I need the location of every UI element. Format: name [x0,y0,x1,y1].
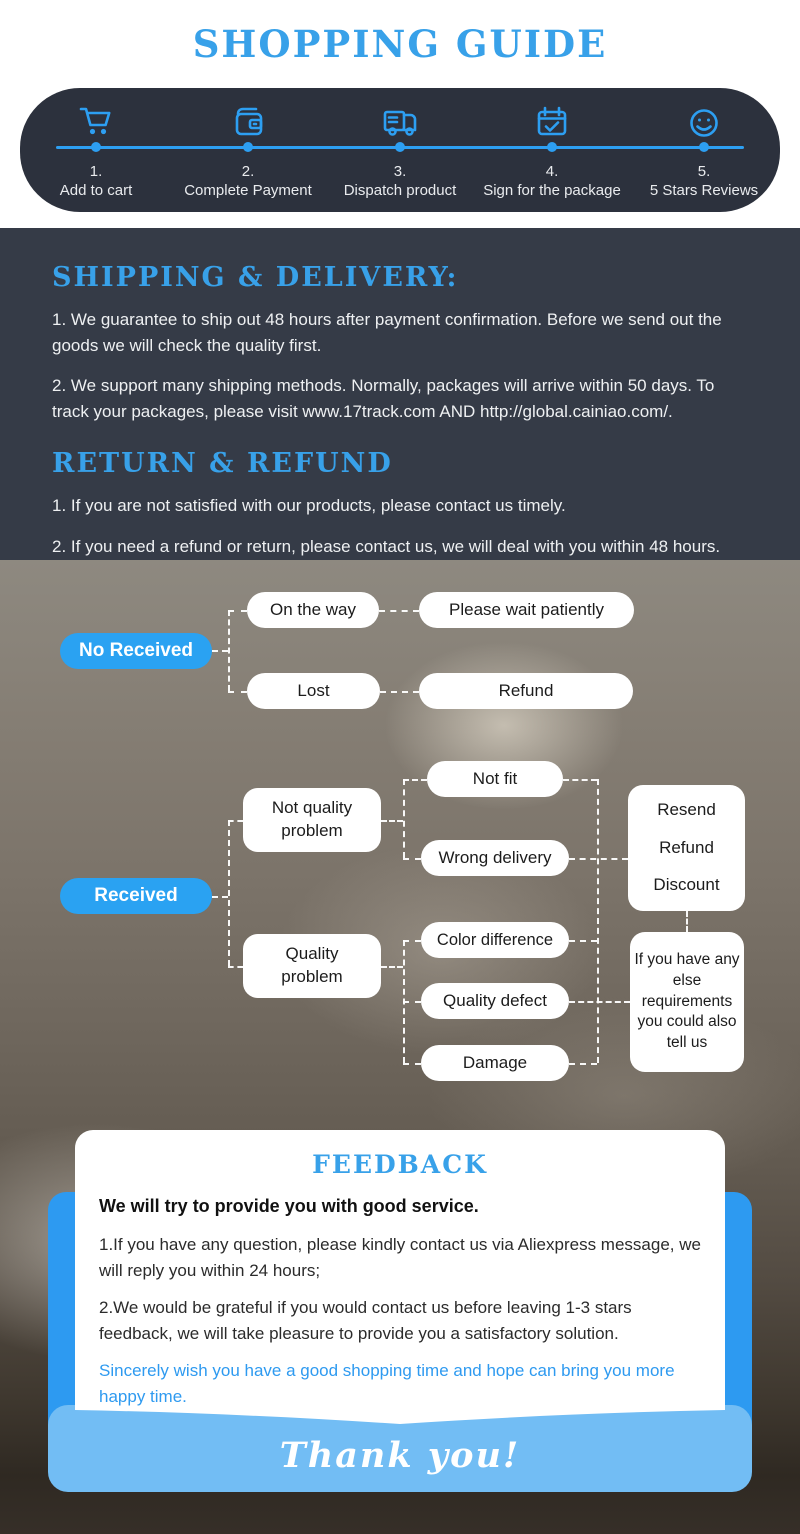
node-no-received: No Received [60,633,212,669]
step-number: 5. [697,163,711,180]
resend-label: Resend [657,800,716,820]
connector [597,779,599,1063]
connector [403,940,421,942]
calendar-check-icon [528,99,576,145]
node-wrong-delivery: Wrong delivery [421,840,569,876]
step-add-to-cart [20,88,172,212]
returns-item: 2. If you need a refund or return, please contact us, we will deal with you within 48 hours. [52,536,721,556]
progress-dot [699,142,709,152]
node-quality-defect: Quality defect [421,983,569,1019]
feedback-card [75,1130,725,1425]
steps-banner [20,88,780,212]
node-resend-refund-discount [628,785,745,911]
step-number: 4. [545,163,559,180]
connector [569,940,597,942]
node-not-fit: Not fit [427,761,563,797]
flowchart-section [0,560,800,1534]
node-refund: Refund [419,673,633,709]
shipping-heading: SHIPPING & DELIVERY: [52,262,459,293]
connector [403,779,427,781]
page-title: SHOPPING GUIDE [192,22,608,66]
node-quality-problem: Quality problem [243,934,381,998]
step-sign-package [476,88,628,212]
connector [228,610,247,612]
node-please-wait: Please wait patiently [419,592,634,628]
connector [228,820,243,822]
step-label: Add to cart [59,182,133,199]
connector [228,691,247,693]
thank-you-text: Thank you! [279,1435,521,1476]
connector [569,1001,630,1003]
node-received: Received [60,878,212,914]
feedback-intro: We will try to provide you with good service. [99,1196,479,1216]
refund-label: Refund [659,837,714,857]
connector [403,858,421,860]
returns-heading: RETURN & REFUND [52,448,393,479]
progress-dot [547,142,557,152]
step-number: 3. [393,163,407,180]
step-number: 2. [241,163,255,180]
connector [403,1063,421,1065]
smiley-icon [680,99,728,145]
shipping-info-section [0,228,800,560]
connector [381,966,403,968]
feedback-item: 2.We would be grateful if you would contact us before leaving 1-3 stars feedback, we will take pleasure to provide you a satisfactory solution. [99,1298,632,1343]
node-other-requirements: If you have any else requirements you could also tell us [630,932,744,1072]
connector [212,650,228,652]
step-label: Complete Payment [184,182,312,199]
card-bottom-curve [75,1407,725,1425]
progress-dot [91,142,101,152]
step-complete-payment [172,88,324,212]
feedback-card-body [75,1130,725,1408]
feedback-item: 1.If you have any question, please kindly contact us via Aliexpress message, we will reply you within 24 hours; [99,1235,701,1280]
connector [563,779,597,781]
step-number: 1. [89,163,103,180]
node-lost: Lost [247,673,380,709]
connector [380,691,419,693]
progress-dot [395,142,405,152]
step-label: Dispatch product [343,182,457,199]
feedback-closing: Sincerely wish you have a good shopping time and hope can bring you more happy time. [99,1361,675,1406]
truck-icon [376,99,424,145]
step-label: Sign for the package [483,182,621,199]
connector [569,858,628,860]
shipping-item: 1. We guarantee to ship out 48 hours after payment confirmation. Before we send out the goods we will check the quality first. [52,310,722,355]
shipping-item: 2. We support many shipping methods. Normally, packages will arrive within 50 days. To track your packages, please visit www.17track.com AND http://global.cainiao.com/. [52,376,715,421]
connector [228,966,243,968]
node-color-difference: Color difference [421,922,569,958]
step-label: 5 Stars Reviews [649,182,759,199]
step-dispatch-product [324,88,476,212]
connector [228,610,230,691]
connector [381,820,403,822]
wallet-icon [224,99,272,145]
connector [228,820,230,966]
connector [569,1063,597,1065]
connector [686,911,688,932]
node-damage: Damage [421,1045,569,1081]
connector [212,896,228,898]
connector [403,1001,421,1003]
returns-item: 1. If you are not satisfied with our products, please contact us timely. [52,496,566,515]
feedback-heading: FEEDBACK [312,1150,488,1179]
node-not-quality-problem: Not quality problem [243,788,381,852]
cart-icon [72,99,120,145]
connector [403,779,405,858]
progress-dot [243,142,253,152]
discount-label: Discount [653,874,720,894]
node-on-the-way: On the way [247,592,379,628]
connector [379,610,419,612]
step-5-stars [628,88,780,212]
